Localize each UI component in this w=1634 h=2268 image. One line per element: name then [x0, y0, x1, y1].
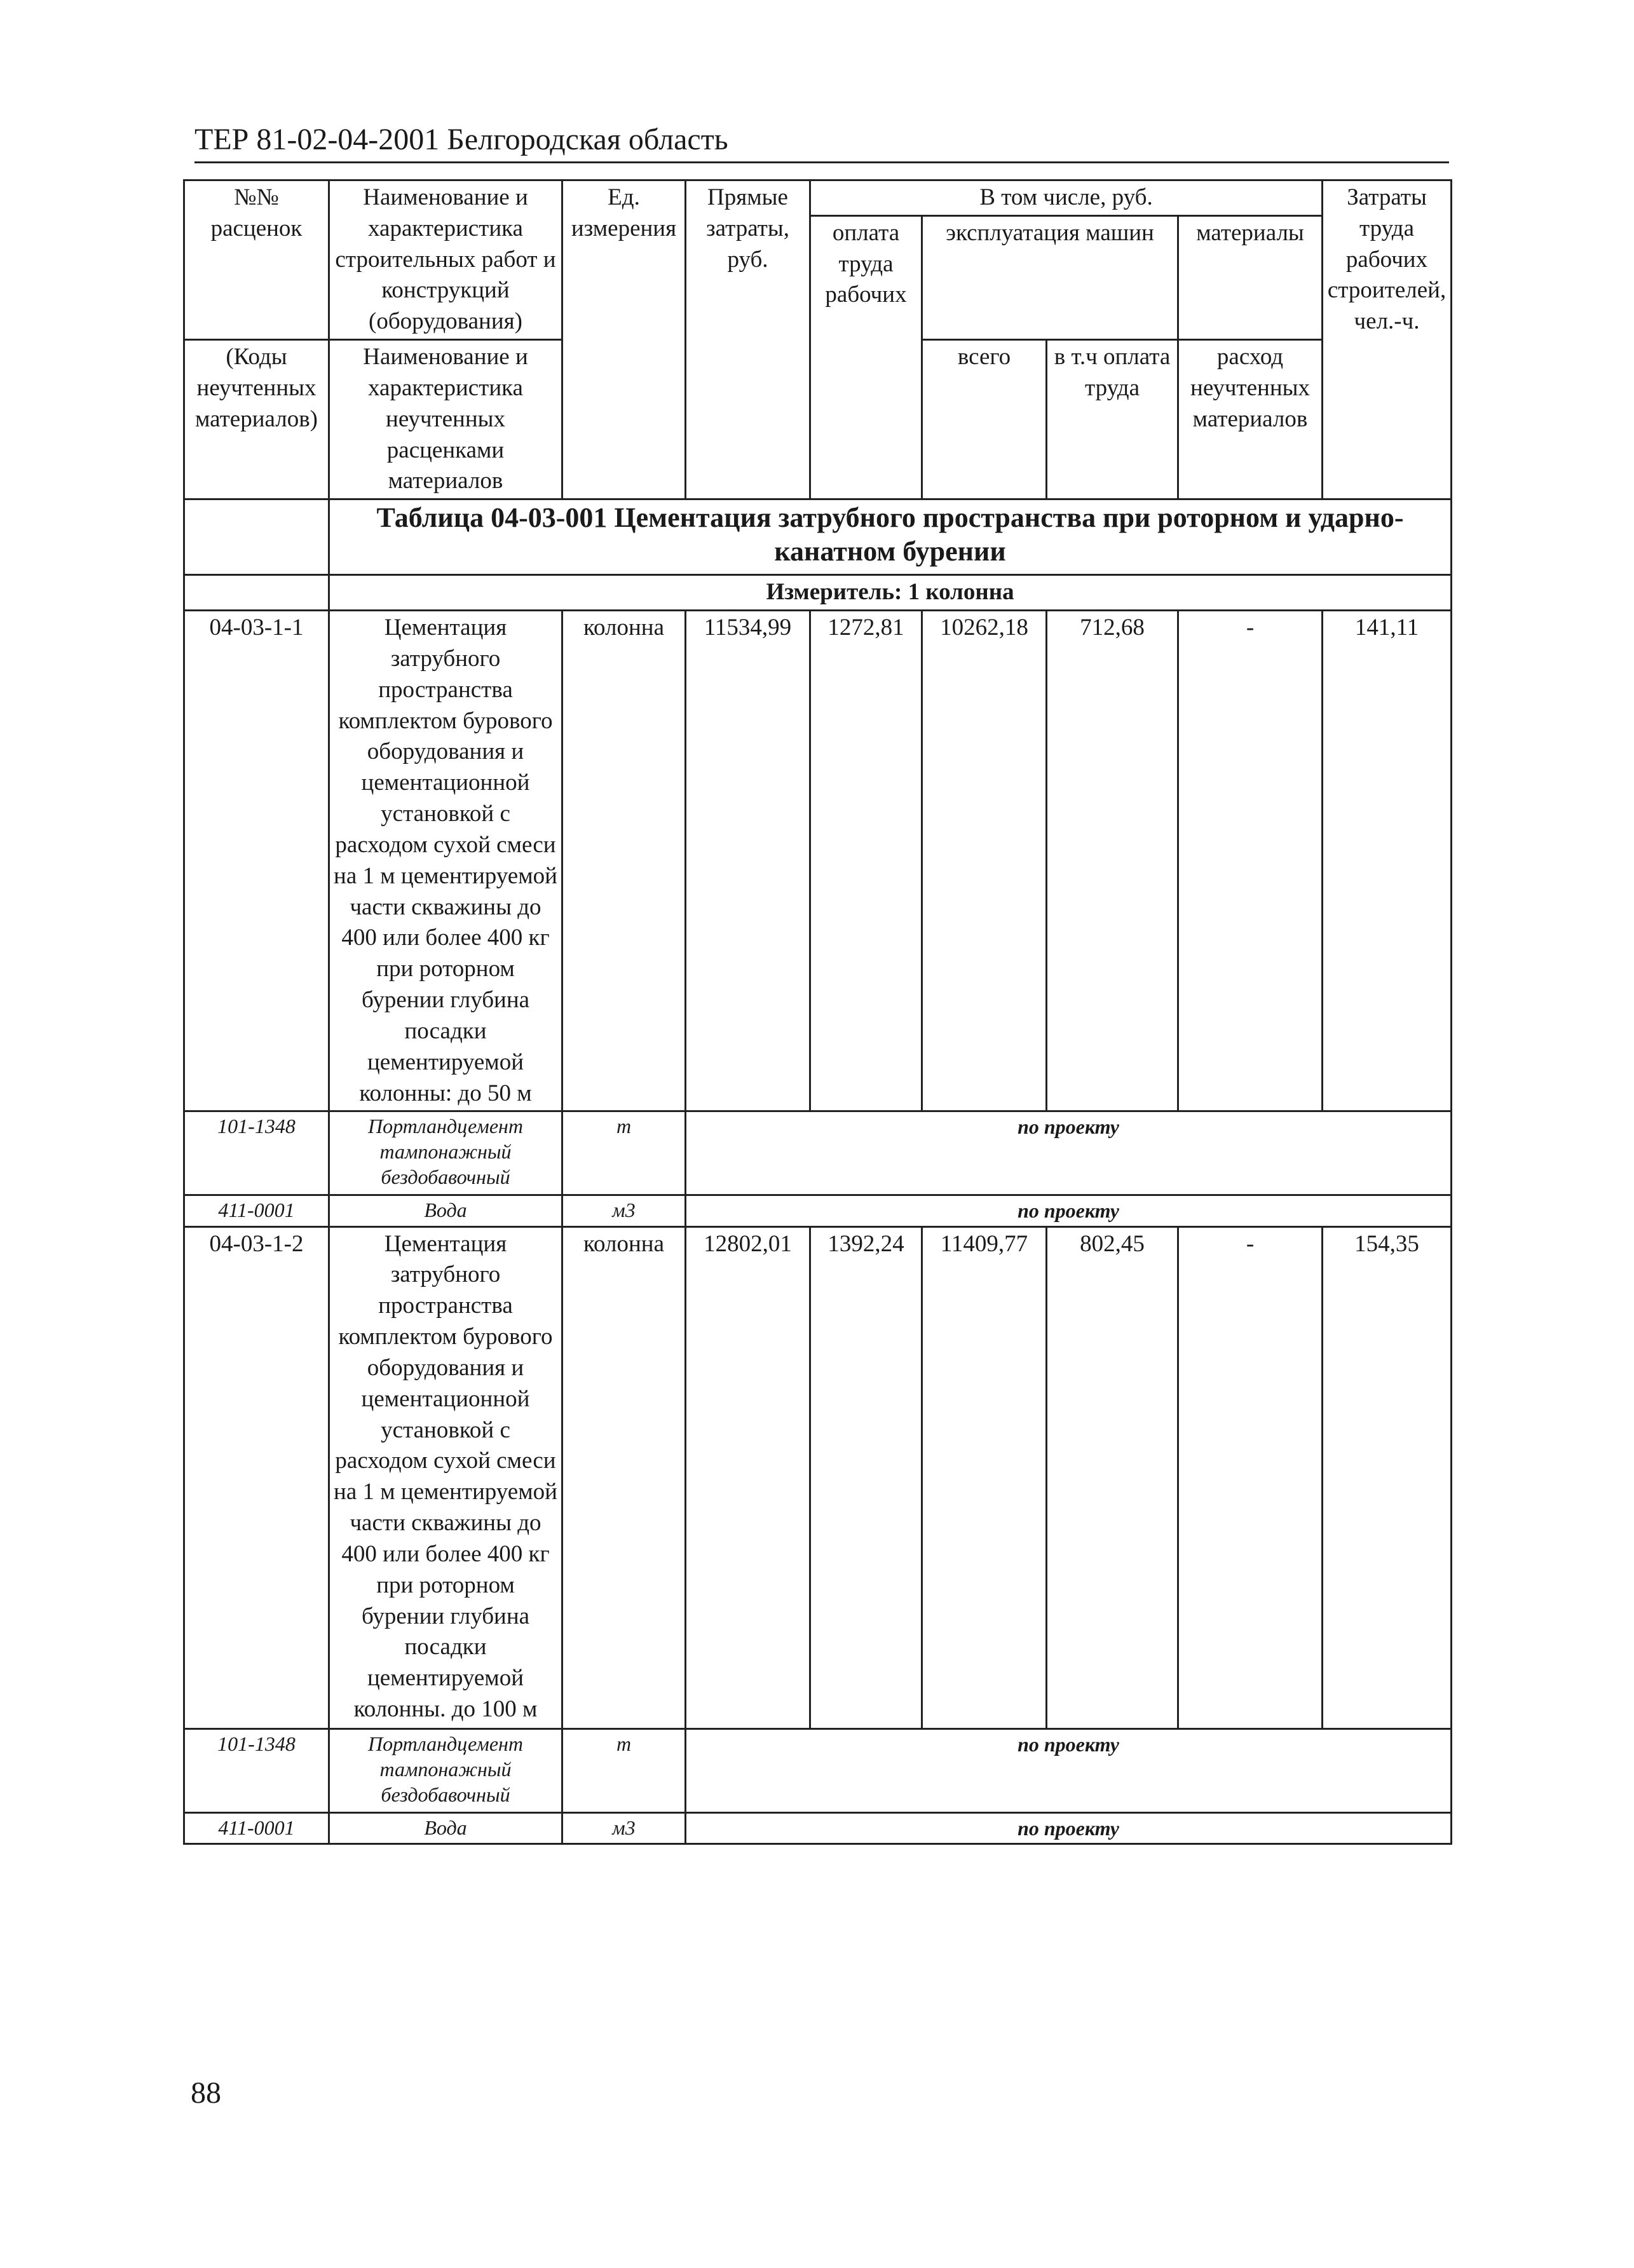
material-row [184, 1728, 1452, 1812]
material-name: Вода [329, 1195, 562, 1226]
rate-code: 04-03-1-2 [184, 1226, 329, 1728]
material-unit: т [562, 1728, 686, 1812]
material-code: 101-1348 [184, 1111, 329, 1195]
material-unit: т [562, 1111, 686, 1195]
rate-machines-total: 10262,18 [922, 611, 1047, 1111]
rate-name: Цементация затрубного пространства комплектом бурового оборудования и цементационной установкой с расходом сухой смеси на 1 м цементируемой части скважины до 400 или более 400 кг при роторном бурении глубина посадки цементируемой колонны. до 100 м [329, 1226, 562, 1728]
material-note: по проекту [686, 1812, 1452, 1844]
rates-table [183, 179, 1452, 1845]
rate-direct-cost: 12802,01 [686, 1226, 810, 1728]
measure-label: Измеритель: 1 колонна [329, 575, 1452, 611]
material-unit: м3 [562, 1812, 686, 1844]
table-title: Таблица 04-03-001 Цементация затрубного пространства при роторном и ударно-канатном бурении [329, 499, 1452, 575]
col-header-materials: материалы [1178, 215, 1323, 339]
rate-wages: 1392,24 [810, 1226, 922, 1728]
col-header-direct: Прямые затраты, руб. [686, 180, 810, 499]
material-code: 411-0001 [184, 1812, 329, 1844]
rate-machines-wages: 712,68 [1047, 611, 1178, 1111]
table-row [184, 611, 1452, 1111]
table-title-row [184, 499, 1452, 575]
material-row [184, 1195, 1452, 1226]
document-title: ТЕР 81-02-04-2001 Белгородская область [194, 123, 728, 156]
col-header-materials-unaccounted: расход неучтенных материалов [1178, 340, 1323, 499]
material-note: по проекту [686, 1728, 1452, 1812]
material-code: 101-1348 [184, 1728, 329, 1812]
rate-name: Цементация затрубного пространства комплектом бурового оборудования и цементационной установкой с расходом сухой смеси на 1 м цементируемой части скважины до 400 или более 400 кг при роторном бурении глубина посадки цементируемой колонны: до 50 м [329, 611, 562, 1111]
col-header-unit: Ед. измерения [562, 180, 686, 499]
material-note: по проекту [686, 1111, 1452, 1195]
material-note: по проекту [686, 1195, 1452, 1226]
col-header-labor: Затраты труда рабочих строителей, чел.-ч. [1323, 180, 1452, 499]
col-header-wages: оплата труда рабочих [810, 215, 922, 499]
material-name: Портландцемент тампонажный бездобавочный [329, 1728, 562, 1812]
page-number: 88 [191, 2076, 221, 2110]
page-header [194, 121, 1449, 163]
col-header-code-bottom: (Коды неучтенных материалов) [184, 340, 329, 499]
measure-spacer [184, 575, 329, 611]
col-header-code-top: №№ расценок [184, 180, 329, 340]
col-header-machines-wages: в т.ч оплата труда [1047, 340, 1178, 499]
material-name: Портландцемент тампонажный бездобавочный [329, 1111, 562, 1195]
rate-unit: колонна [562, 1226, 686, 1728]
rate-labor: 141,11 [1323, 611, 1452, 1111]
rate-direct-cost: 11534,99 [686, 611, 810, 1111]
col-header-machines: эксплуатация машин [922, 215, 1178, 339]
measure-row [184, 575, 1452, 611]
material-row [184, 1111, 1452, 1195]
rate-materials: - [1178, 611, 1323, 1111]
table-title-spacer [184, 499, 329, 575]
material-code: 411-0001 [184, 1195, 329, 1226]
rate-machines-wages: 802,45 [1047, 1226, 1178, 1728]
rate-materials: - [1178, 1226, 1323, 1728]
header-row-1 [184, 180, 1452, 216]
rate-machines-total: 11409,77 [922, 1226, 1047, 1728]
col-header-incl-group: В том числе, руб. [810, 180, 1323, 216]
rate-code: 04-03-1-1 [184, 611, 329, 1111]
table-row [184, 1226, 1452, 1728]
rate-labor: 154,35 [1323, 1226, 1452, 1728]
col-header-name-top: Наименование и характеристика строительных работ и конструкций (оборудования) [329, 180, 562, 340]
col-header-name-bottom: Наименование и характеристика неучтенных расценками материалов [329, 340, 562, 499]
material-unit: м3 [562, 1195, 686, 1226]
rate-unit: колонна [562, 611, 686, 1111]
rate-wages: 1272,81 [810, 611, 922, 1111]
material-name: Вода [329, 1812, 562, 1844]
col-header-machines-total: всего [922, 340, 1047, 499]
material-row [184, 1812, 1452, 1844]
